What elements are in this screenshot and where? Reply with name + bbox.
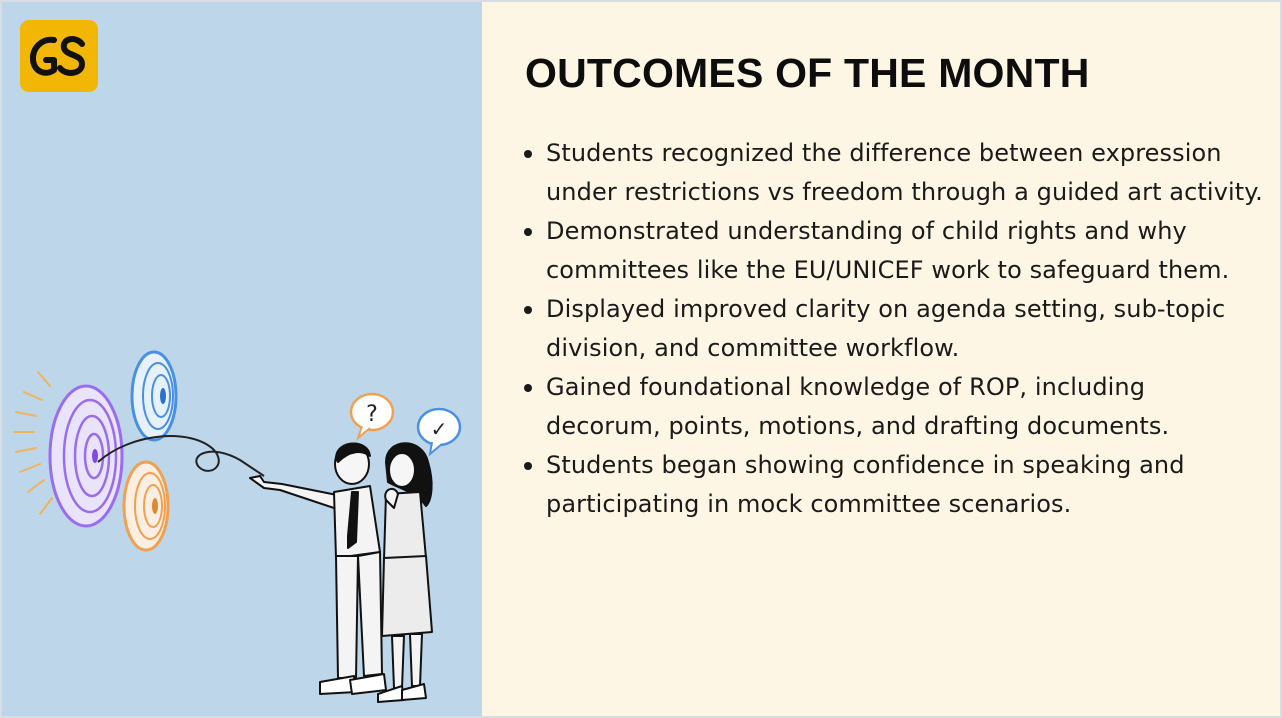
bullet-dot xyxy=(524,228,532,236)
outcome-text: Displayed improved clarity on agenda setting, sub-topic division, and committee workflow. xyxy=(546,295,1226,362)
outcome-item-4 xyxy=(524,368,1264,446)
outcome-text: Students began showing confidence in speaking and participating in mock committee scenarios. xyxy=(546,451,1185,518)
man-figure xyxy=(250,443,386,694)
blue-target xyxy=(132,352,176,440)
outcome-list xyxy=(524,134,1264,524)
outcome-text: Students recognized the difference between expression under restrictions vs freedom through a guided art activity. xyxy=(546,139,1263,206)
question-bubble xyxy=(351,394,393,438)
bullet-dot xyxy=(524,150,532,158)
orange-target xyxy=(124,462,168,550)
svg-text:✓: ✓ xyxy=(430,417,448,441)
bullet-dot xyxy=(524,384,532,392)
bullet-dot xyxy=(524,306,532,314)
left-panel xyxy=(2,2,482,718)
purple-target xyxy=(50,386,122,526)
gs-logo-mark xyxy=(20,20,98,92)
outcome-text: Gained foundational knowledge of ROP, including decorum, points, motions, and drafting documents. xyxy=(546,373,1170,440)
outcome-item-3 xyxy=(524,290,1264,368)
outcome-text: Demonstrated understanding of child rights and why committees like the EU/UNICEF work to safeguard them. xyxy=(546,217,1230,284)
check-bubble xyxy=(418,409,460,454)
bullet-dot xyxy=(524,462,532,470)
woman-figure xyxy=(378,443,432,702)
outcome-item-5 xyxy=(524,446,1264,524)
target-glow-lines xyxy=(14,372,52,514)
svg-text:?: ? xyxy=(366,402,378,427)
slide-title: OUTCOMES OF THE MONTH xyxy=(525,50,1090,96)
outcome-item-1 xyxy=(524,134,1264,212)
target-illustration xyxy=(2,332,482,718)
outcome-item-2 xyxy=(524,212,1264,290)
gs-logo xyxy=(20,20,98,92)
